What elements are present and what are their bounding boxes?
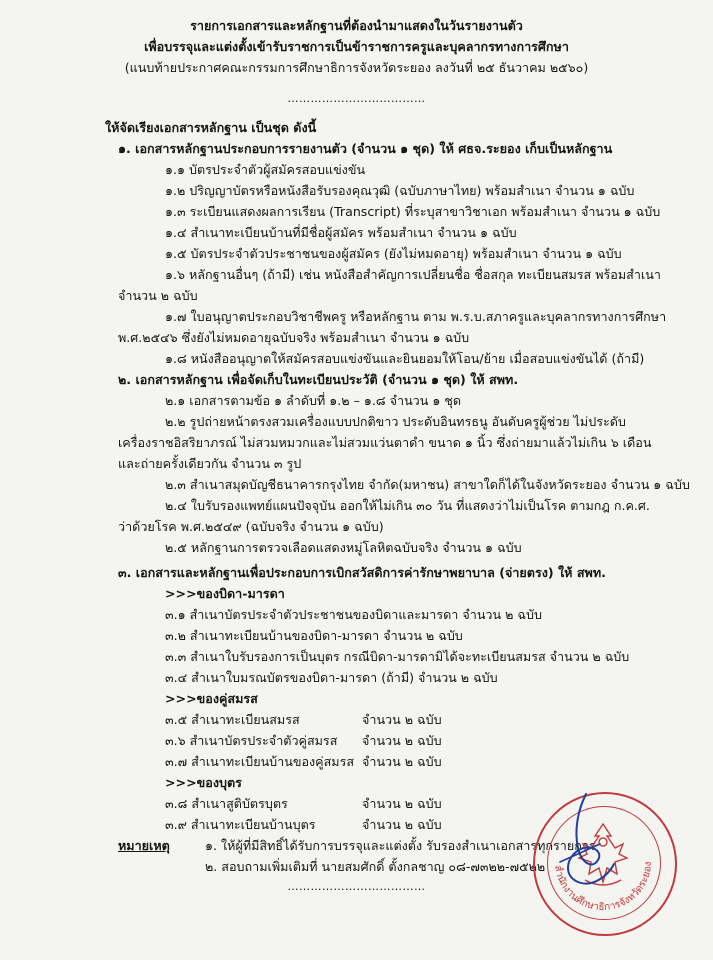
document-title-line1: รายการเอกสารและหลักฐานที่ต้องนำมาแสดงในวันรายงานตัว	[190, 18, 523, 33]
section2-item: ๒.๓ สำเนาสมุดบัญชีธนาคารกรุงไทย จำกัด(มหาชน) สาขาใดก็ได้ในจังหวัดระยอง จำนวน ๑ ฉบับ	[165, 477, 690, 492]
document-subtitle: (แนบท้ายประกาศคณะกรรมการศึกษาธิการจังหวัดระยอง ลงวันที่ ๒๕ ธันวาคม ๒๕๖๐)	[124, 60, 589, 75]
section2-item: ๒.๒ รูปถ่ายหน้าตรงสวมเครื่องแบบปกติขาว ประดับอินทรธนู อันดับครูผู้ช่วย ไม่ประดับ	[165, 414, 626, 429]
section3-item: ๓.๖ สำเนาบัตรประจำตัวคู่สมรส	[165, 733, 338, 748]
section3-item: ๓.๗ สำเนาทะเบียนบ้านของคู่สมรส	[165, 754, 355, 769]
section1-item: ๑.๑ บัตรประจำตัวผู้สมัครสอบแข่งขัน	[165, 162, 366, 177]
stamp-text: สำนักงานศึกษาธิการจังหวัดระยอง	[551, 861, 655, 914]
remarks-label: หมายเหตุ	[118, 838, 170, 853]
section1-item: ๑.๓ ระเบียนแสดงผลการเรียน (Transcript) ที่ระบุสาขาวิชาเอก พร้อมสำเนา จำนวน ๑ ฉบับ	[165, 204, 661, 219]
section3-item: ๓.๒ สำเนาทะเบียนบ้านของบิดา-มารดา จำนวน ๒ ฉบับ	[165, 628, 463, 643]
section1-item: ๑.๔ สำเนาทะเบียนบ้านที่มีชื่อผู้สมัคร พร้อมสำเนา จำนวน ๑ ฉบับ	[165, 225, 517, 240]
section3-group-parents: >>>ของบิดา-มารดา	[165, 586, 285, 601]
section3-item: ๓.๙ สำเนาทะเบียนบ้านบุตร	[165, 817, 316, 832]
section1-heading: ๑. เอกสารหลักฐานประกอบการรายงานตัว (จำนวน ๑ ชุด) ให้ ศธจ.ระยอง เก็บเป็นหลักฐาน	[118, 141, 613, 156]
section1-item: ๑.๕ บัตรประจำตัวประชาชนของผู้สมัคร (ยังไม่หมดอายุ) พร้อมสำเนา จำนวน ๑ ฉบับ	[165, 246, 622, 261]
section2-item: ๒.๔ ใบรับรองแพทย์แผนปัจจุบัน ออกให้ไม่เกิน ๓๐ วัน ที่แสดงว่าไม่เป็นโรค ตามกฎ ก.ค.ศ.	[165, 498, 650, 513]
section2-item: ๒.๑ เอกสารตามข้อ ๑ ลำดับที่ ๑.๒ – ๑.๘ จำนวน ๑ ชุด	[165, 393, 462, 408]
section1-item-continued: จำนวน ๒ ฉบับ	[118, 288, 198, 303]
remarks-line-1: ๑. ให้ผู้ที่มีสิทธิ์ได้รับการบรรจุและแต่งตั้ง รับรองสำเนาเอกสารทุกรายการ	[205, 838, 596, 853]
section3-group-spouse: >>>ของคู่สมรส	[165, 691, 258, 706]
section3-item: ๓.๔ สำเนาใบมรณบัตรของบิดา-มารดา (ถ้ามี) จำนวน ๒ ฉบับ	[165, 670, 498, 685]
footer-divider: ………………………………	[287, 880, 426, 893]
section3-item-qty: จำนวน ๒ ฉบับ	[362, 817, 442, 832]
section3-item: ๓.๑ สำเนาบัตรประจำตัวประชาชนของบิดาและมารดา จำนวน ๒ ฉบับ	[165, 607, 542, 622]
section1-item: ๑.๒ ปริญญาบัตรหรือหนังสือรับรองคุณวุฒิ (ฉบับภาษาไทย) พร้อมสำเนา จำนวน ๑ ฉบับ	[165, 183, 635, 198]
section1-item: ๑.๘ หนังสืออนุญาตให้สมัครสอบแข่งขันและยินยอมให้โอน/ย้าย เมื่อสอบแข่งขันได้ (ถ้ามี)	[165, 351, 645, 366]
section1-item: ๑.๖ หลักฐานอื่นๆ (ถ้ามี) เช่น หนังสือสำคัญการเปลี่ยนชื่อ ชื่อสกุล ทะเบียนสมรส พร้อมสำเนา	[165, 267, 661, 282]
document-title-line2: เพื่อบรรจุและแต่งตั้งเข้ารับราชการเป็นข้าราชการครูและบุคลากรทางการศึกษา	[144, 39, 569, 54]
section3-group-children: >>>ของบุตร	[165, 775, 242, 790]
section1-item: ๑.๗ ใบอนุญาตประกอบวิชาชีพครู หรือหลักฐาน ตาม พ.ร.บ.สภาครูและบุคลากรทางการศึกษา	[165, 309, 667, 324]
section3-item: ๓.๕ สำเนาทะเบียนสมรส	[165, 712, 300, 727]
section2-item: ๒.๕ หลักฐานการตรวจเลือดแสดงหมู่โลหิตฉบับจริง จำนวน ๑ ฉบับ	[165, 540, 522, 555]
section3-item: ๓.๘ สำเนาสูติบัตรบุตร	[165, 796, 288, 811]
section2-item-continued: ว่าด้วยโรค พ.ศ.๒๕๔๙ (ฉบับจริง จำนวน ๑ ฉบับ)	[118, 519, 384, 534]
intro-text: ให้จัดเรียงเอกสารหลักฐาน เป็นชุด ดังนี้	[105, 120, 317, 135]
section3-item-qty: จำนวน ๒ ฉบับ	[362, 733, 442, 748]
section2-item-continued: เครื่องราชอิสริยาภรณ์ ไม่สวมหมวกและไม่สวมแว่นตาดำ ขนาด ๑ นิ้ว ซึ่งถ่ายมาแล้วไม่เกิน ๖ เดือน	[118, 435, 652, 450]
section3-heading: ๓. เอกสารและหลักฐานเพื่อประกอบการเบิกสวัสดิการค่ารักษาพยาบาล (จ่ายตรง) ให้ สพท.	[118, 565, 606, 580]
section2-item-continued: และถ่ายครั้งเดียวกัน จำนวน ๓ รูป	[118, 456, 302, 471]
handwritten-signature	[548, 790, 628, 900]
section3-item-qty: จำนวน ๒ ฉบับ	[362, 796, 442, 811]
section3-item: ๓.๓ สำเนาใบรับรองการเป็นบุตร กรณีบิดา-มารดามิได้จะทะเบียนสมรส จำนวน ๒ ฉบับ	[165, 649, 630, 664]
header-divider: ………………………………	[287, 92, 426, 105]
section1-item-continued: พ.ศ.๒๕๔๖ ซึ่งยังไม่หมดอายุฉบับจริง พร้อมสำเนา จำนวน ๑ ฉบับ	[118, 330, 470, 345]
section2-heading: ๒. เอกสารหลักฐาน เพื่อจัดเก็บในทะเบียนประวัติ (จำนวน ๑ ชุด) ให้ สพท.	[118, 372, 519, 387]
remarks-line-2: ๒. สอบถามเพิ่มเติมที่ นายสมศักดิ์ ตั้งกลชาญ ๐๘-๗๓๒๒-๗๕๒๒	[205, 859, 546, 874]
section3-item-qty: จำนวน ๒ ฉบับ	[362, 754, 442, 769]
section3-item-qty: จำนวน ๒ ฉบับ	[362, 712, 442, 727]
